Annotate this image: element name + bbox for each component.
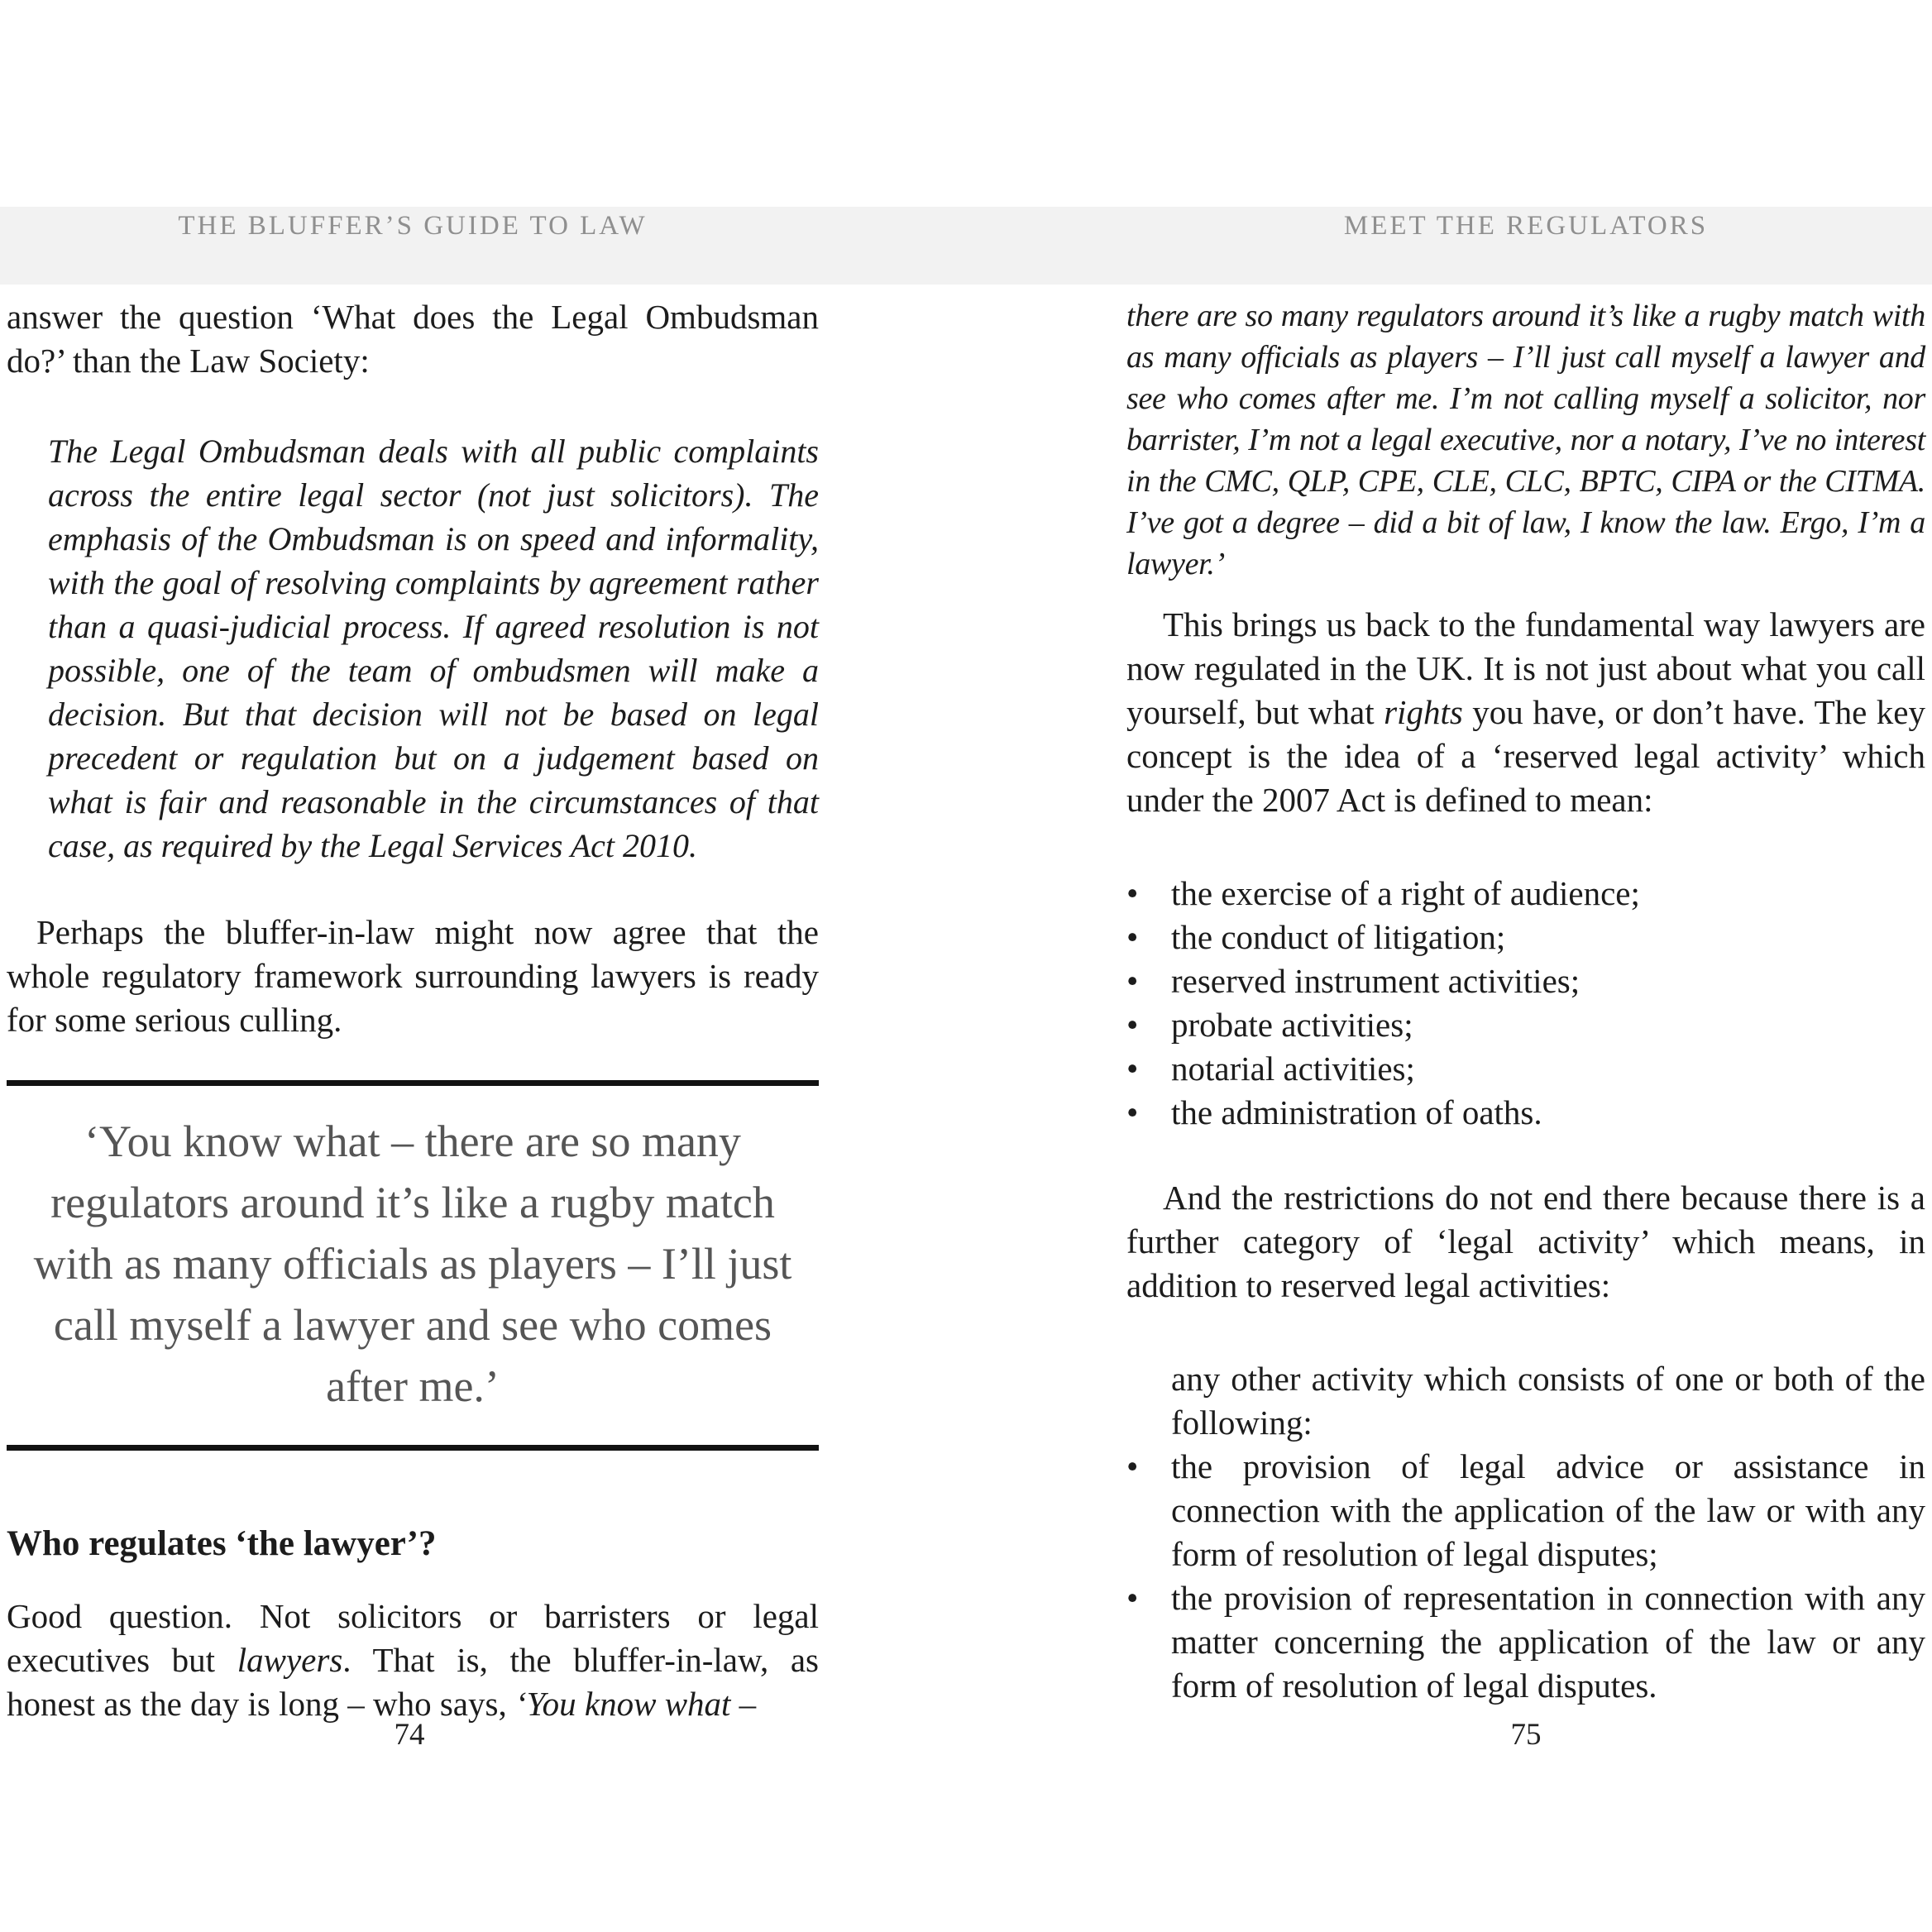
- list-item-text: probate activities;: [1171, 1006, 1413, 1044]
- list-item-text: the exercise of a right of audience;: [1171, 874, 1640, 912]
- list-item: [1126, 1047, 1925, 1091]
- page-gutter: [819, 0, 1126, 1932]
- paragraph-restrictions: And the restrictions do not end there because there is a further category of ‘legal activity’ which means, in addition to reserved legal activities:: [1126, 1179, 1925, 1304]
- paragraph-good-question-part: . That is, the bluffer-in-law, as honest as the day is long – who says,: [7, 1640, 820, 1723]
- paragraph-good-question: [7, 1595, 819, 1726]
- pull-quote: ‘You know what – there are so many regulators around it’s like a rugby match with as many officials as players – I’ll just call myself a lawyer and see who comes after me.’: [33, 1117, 792, 1411]
- list-item: [1126, 1003, 1925, 1047]
- bullet-icon: •: [1126, 918, 1139, 956]
- list-item: [1126, 1091, 1925, 1135]
- paragraph-quote-continuation: there are so many regulators around it’s like a rugby match with as many officials as players – I’ll just call myself a lawyer and see who comes after me. I’m not calling myself a solicitor, nor barrister, I’m not a legal executive, nor a notary, I’ve no interest in the CMC, QLP, CPE, CLE, CLC, BPTC, CIPA or the CITMA. I’ve got a degree – did a bit of law, I know the law. Ergo, I’m a lawyer.’: [1126, 299, 1925, 581]
- paragraph-any-other-activity: any other activity which consists of one or both of the following:: [1171, 1360, 1925, 1442]
- paragraph-brings-part: you have, or don’t have. The key concept is the idea of a ‘reserved legal activity’ which under the 2007 Act is defined to mean:: [1126, 693, 1925, 819]
- section-heading-who-regulates: Who regulates ‘the lawyer’?: [7, 1524, 437, 1563]
- paragraph-good-question-part: Good question. Not solicitors or barristers or legal executives but: [7, 1596, 819, 1679]
- paragraph-intro: answer the question ‘What does the Legal Ombudsman do?’ than the Law Society:: [7, 298, 819, 380]
- running-head-right: MEET THE REGULATORS: [1343, 211, 1709, 241]
- left-page: [0, 0, 819, 1932]
- reserved-activities-list: [1126, 872, 1925, 1135]
- list-item: [1126, 872, 1925, 916]
- block-quote-ombudsman: The Legal Ombudsman deals with all public complaints across the entire legal sector (not just solicitors). The emphasis of the Ombudsman is on speed and informality, with the goal of resolving complaints by agreement rather than a quasi-judicial process. If agreed resolution is not possible, one of the team of ombudsmen will make a decision. But that decision will not be based on legal precedent or regulation but on a judgement based on what is fair and reasonable in the circumstances of that case, as required by the Legal Services Act 2010.: [48, 433, 819, 864]
- divider-rule-bottom: [7, 1445, 819, 1451]
- list-item-text: the conduct of litigation;: [1171, 918, 1506, 956]
- list-item: [1126, 1576, 1925, 1708]
- list-item-text: the provision of legal advice or assistance in connection with the application of the law or with any form of resolution of legal disputes;: [1171, 1447, 1925, 1573]
- legal-activities-list: [1126, 1445, 1925, 1708]
- list-item-text: reserved instrument activities;: [1171, 962, 1581, 1000]
- list-item-text: notarial activities;: [1171, 1050, 1415, 1088]
- list-item-text: the provision of representation in connection with any matter concerning the application of the law or any form of resolution of legal disputes.: [1171, 1579, 1925, 1705]
- list-item: [1126, 959, 1925, 1003]
- paragraph-brings-part: This brings us back to the fundamental way lawyers are now regulated in the UK. It is not just about what you call yourself, but what: [1126, 605, 1925, 731]
- list-item: [1126, 1445, 1925, 1576]
- italic-word-lawyers: lawyers: [237, 1640, 343, 1679]
- italic-quote-start: ‘You know what –: [514, 1684, 757, 1723]
- bullet-icon: •: [1126, 874, 1139, 912]
- list-item-text: the administration of oaths.: [1171, 1093, 1542, 1131]
- right-page: [1126, 0, 1925, 1932]
- bullet-icon: •: [1126, 1579, 1139, 1617]
- italic-word-rights: rights: [1384, 693, 1463, 731]
- paragraph-brings-us-back: [1126, 603, 1925, 822]
- bullet-icon: •: [1126, 1447, 1139, 1485]
- page-number-right: 75: [1510, 1718, 1542, 1752]
- bullet-icon: •: [1126, 1093, 1139, 1131]
- divider-rule-top: [7, 1080, 819, 1086]
- page-number-left: 74: [394, 1718, 425, 1752]
- list-item: [1126, 916, 1925, 959]
- bullet-icon: •: [1126, 1006, 1139, 1044]
- running-head-left: THE BLUFFER’S GUIDE TO LAW: [178, 211, 648, 241]
- bullet-icon: •: [1126, 962, 1139, 1000]
- bullet-icon: •: [1126, 1050, 1139, 1088]
- paragraph-perhaps: Perhaps the bluffer-in-law might now agree that the whole regulatory framework surrounding lawyers is ready for some serious culling.: [7, 913, 819, 1039]
